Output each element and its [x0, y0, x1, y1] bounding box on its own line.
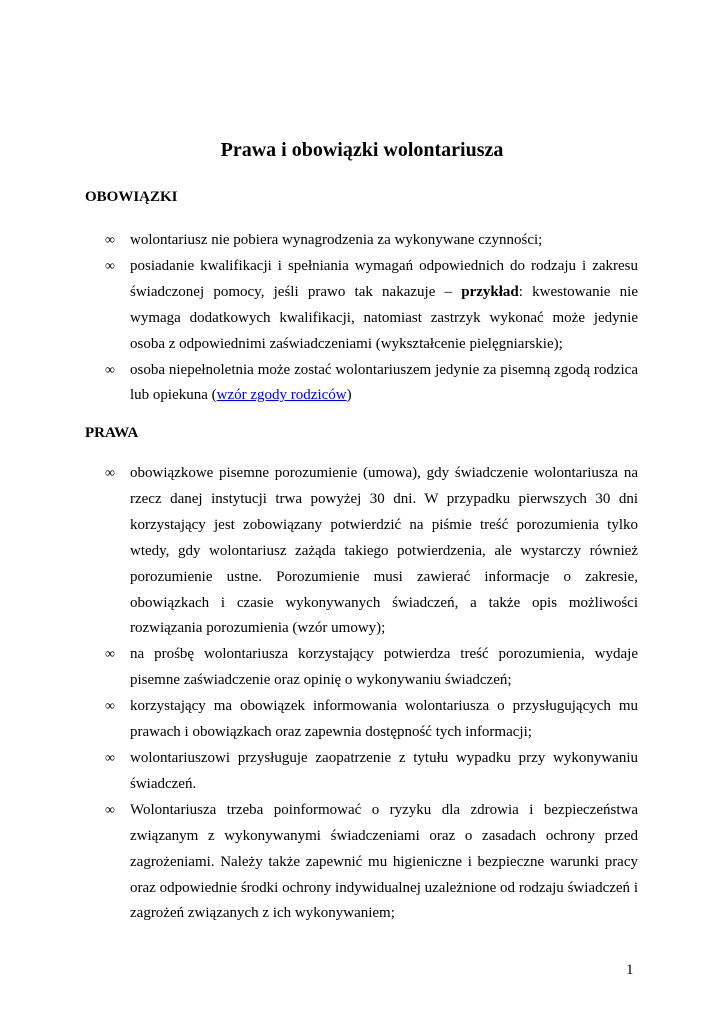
infinity-bullet-icon: ∞	[105, 362, 115, 378]
section-heading-prawa: PRAWA	[85, 425, 139, 441]
list-item-text: obowiązkowe pisemne porozumienie (umowa), gdy świadczenie wolontariusza na rzecz danej instytucji trwa powyżej 30 dni. W przypadku pierwszych 30 dni korzystający jest zobowiązany potwierdzić na piśmie treść porozumienia tylko wtedy, gdy wolontariusz zażąda takiego potwierdzenia, ale wystarczy również porozumienie ustne. Porozumienie musi zawierać informacje o zakresie, obowiązkach i czasie wykonywanych świadczeń, a także opis możliwości rozwiązania porozumienia (wzór umowy);	[130, 465, 638, 637]
list-item	[85, 461, 638, 642]
infinity-bullet-icon: ∞	[105, 802, 115, 818]
list-item-text: na prośbę wolontariusza korzystający potwierdza treść porozumienia, wydaje pisemne zaświadczenie oraz opinię o wykonywaniu świadczeń;	[130, 646, 638, 689]
list-item	[85, 254, 638, 358]
section-heading-obowiazki: OBOWIĄZKI	[85, 189, 178, 205]
list-item	[85, 694, 638, 746]
list-item-text: posiadanie kwalifikacji i spełniania wymagań odpowiednich do rodzaju i zakresu świadczonej pomocy, jeśli prawo tak nakazuje –	[130, 257, 638, 300]
page-number: 1	[626, 962, 634, 978]
list-item	[85, 228, 638, 254]
emphasis-text: przykład	[461, 283, 519, 300]
list-item	[85, 798, 638, 928]
infinity-bullet-icon: ∞	[105, 647, 115, 663]
infinity-bullet-icon: ∞	[105, 750, 115, 766]
list-item	[85, 642, 638, 694]
link-paren-close: )	[346, 387, 352, 404]
list-item	[85, 358, 638, 410]
infinity-bullet-icon: ∞	[105, 466, 115, 481]
list-item-text: wolontariusz nie pobiera wynagrodzenia za wykonywane czynności;	[130, 232, 543, 248]
obowiazki-list	[85, 228, 638, 409]
infinity-bullet-icon: ∞	[105, 258, 115, 274]
list-item-text: korzystający ma obowiązek informowania wolontariusza o przysługujących mu prawach i obowiązkach oraz zapewnia dostępność tych informacji;	[130, 698, 638, 741]
list-item-text: Wolontariusza trzeba poinformować o ryzyku dla zdrowia i bezpieczeństwa związanym z wykonywanymi świadczeniami oraz o zasadach ochrony przed zagrożeniami. Należy także zapewnić mu higieniczne i bezpieczne warunki pracy oraz odpowiednie środki ochrony indywidualnej uzależnione od rodzaju świadczeń i zagrożeń związanych z ich wykonywaniem;	[130, 801, 638, 922]
parental-consent-template-link[interactable]: wzór zgody rodziców	[216, 387, 347, 404]
list-item-text: wolontariuszowi przysługuje zaopatrzenie z tytułu wypadku przy wykonywaniu świadczeń.	[130, 749, 638, 792]
prawa-list	[85, 461, 638, 927]
list-item-text: osoba niepełnoletnia może zostać wolontariuszem jedynie za pisemną zgodą rodzica lub opiekuna	[130, 361, 638, 404]
infinity-bullet-icon: ∞	[105, 699, 115, 715]
infinity-bullet-icon: ∞	[105, 233, 115, 248]
page-title: Prawa i obowiązki wolontariusza	[220, 139, 504, 161]
link-paren-open: (	[211, 387, 217, 404]
list-item-text: : kwestowanie nie wymaga dodatkowych kwalifikacji, natomiast zastrzyk wykonać może jedynie osoba z odpowiednimi zaświadczeniami (wykształcenie pielęgniarskie);	[130, 283, 638, 352]
list-item	[85, 746, 638, 798]
